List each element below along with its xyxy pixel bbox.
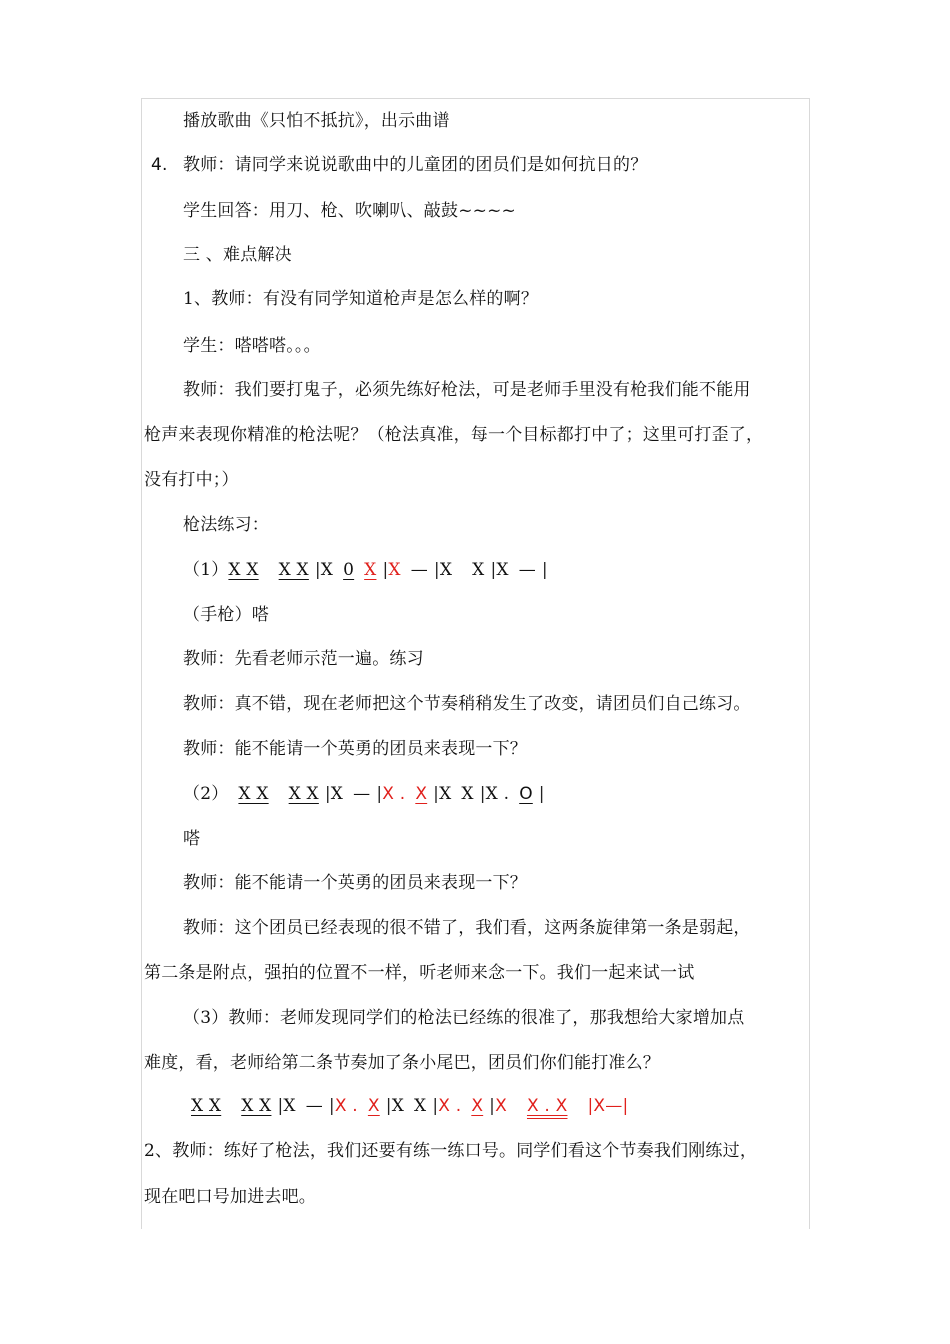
rhythm-label: （2） — [183, 784, 229, 804]
paragraph: 教师：能不能请一个英勇的团员来表现一下？ — [183, 873, 527, 893]
bar-line: | — [277, 1096, 284, 1116]
bar-line: | — [490, 560, 497, 580]
note: X — [471, 1096, 484, 1116]
note: X . — [382, 784, 406, 804]
paragraph: 嗒 — [183, 829, 201, 849]
bar-line: | — [324, 784, 331, 804]
paragraph: 现在吧口号加进去吧。 — [144, 1187, 316, 1207]
bar-line: | — [432, 1096, 439, 1116]
dash: — — [353, 784, 371, 804]
note: X — [388, 560, 401, 580]
dash: — — [518, 560, 536, 580]
note: X — [472, 560, 485, 580]
bar-line: | — [376, 784, 383, 804]
paragraph: 教师：真不错，现在老师把这个节奏稍稍发生了改变，请团员们自己练习。 — [183, 694, 751, 714]
paragraph: 教师：先看老师示范一遍。练习 — [183, 649, 424, 669]
bar-line: | — [433, 784, 440, 804]
rhythm-pattern-1 — [183, 558, 548, 582]
paragraph: 学生回答：用刀、枪、吹喇叭、敲鼓~~~~ — [183, 201, 516, 221]
note: X — [415, 784, 428, 804]
rest: O — [519, 784, 533, 804]
bar-line: | — [385, 1096, 392, 1116]
note-pair: X X — [191, 1096, 222, 1116]
note: X — [439, 784, 452, 804]
note-pair: X X — [238, 784, 269, 804]
note: X — [461, 784, 474, 804]
dash: — — [305, 1096, 323, 1116]
paragraph: 难度，看，老师给第二条节奏加了条小尾巴，团员们你们能打准么？ — [144, 1053, 660, 1073]
rest: 0 — [343, 560, 355, 580]
note: X . — [438, 1096, 462, 1116]
note: X . — [485, 784, 510, 804]
paragraph: 教师：我们要打鬼子，必须先练好枪法，可是老师手里没有枪我们能不能用 — [183, 380, 751, 400]
note-pair: X X — [288, 784, 319, 804]
dash: — — [410, 560, 428, 580]
note-pair: X X — [228, 560, 259, 580]
note: X — [364, 560, 377, 580]
paragraph: （3）教师：老师发现同学们的枪法已经练的很准了，那我想给大家增加点 — [183, 1008, 745, 1028]
bar-line: | — [479, 784, 486, 804]
bar-line: | — [489, 1096, 496, 1116]
note: X . — [334, 1096, 358, 1116]
dash: — — [605, 1096, 623, 1116]
paragraph: 第二条是附点，强拍的位置不一样，听老师来念一下。我们一起来试一试 — [144, 963, 695, 983]
note: X — [496, 560, 509, 580]
note: X — [414, 1096, 427, 1116]
note: X — [391, 1096, 404, 1116]
bar-line: | — [382, 560, 389, 580]
bar-line: | — [328, 1096, 335, 1116]
section-heading: 三 、难点解决 — [183, 245, 292, 265]
bar-line: | — [587, 1096, 594, 1116]
note: X — [330, 784, 344, 804]
paragraph: 学生：嗒嗒嗒。。。 — [183, 336, 321, 356]
paragraph: 2、教师：练好了枪法，我们还要有练一练口号。同学们看这个节奏我们刚练过， — [144, 1141, 758, 1161]
note: X — [320, 560, 334, 580]
paragraph: 枪法练习： — [183, 515, 269, 535]
paragraph: （手枪）嗒 — [183, 605, 269, 625]
note: X — [367, 1096, 380, 1116]
note: X — [283, 1096, 296, 1116]
paragraph: 教师：能不能请一个英勇的团员来表现一下？ — [183, 739, 527, 759]
paragraph: 枪声来表现你精准的枪法呢？（枪法真准，每一个目标都打中了；这里可打歪了， — [144, 425, 764, 445]
paragraph: 没有打中；） — [144, 470, 239, 490]
paragraph: 教师：请同学来说说歌曲中的儿童团的团员们是如何抗日的？ — [183, 155, 648, 175]
paragraph: 1、教师：有没有同学知道枪声是怎么样的啊？ — [183, 289, 539, 309]
bar-line: | — [541, 560, 548, 580]
note-group: X . X — [526, 1096, 568, 1116]
paragraph: 教师：这个团员已经表现的很不错了，我们看，这两条旋律第一条是弱起， — [183, 918, 751, 938]
note: X — [495, 1096, 507, 1116]
bar-line: | — [314, 560, 321, 580]
note: X — [593, 1096, 606, 1116]
bar-line: | — [538, 784, 545, 804]
rhythm-label: （1） — [183, 560, 229, 580]
bar-line: | — [433, 560, 440, 580]
note-pair: X X — [278, 560, 309, 580]
paragraph: 播放歌曲《只怕不抵抗》，出示曲谱 — [183, 111, 450, 131]
rhythm-pattern-2 — [183, 782, 545, 806]
note: X — [439, 560, 453, 580]
list-number: 4. — [151, 155, 168, 175]
bar-line: | — [622, 1096, 629, 1116]
rhythm-pattern-3 — [191, 1094, 628, 1118]
note-pair: X X — [241, 1096, 272, 1116]
